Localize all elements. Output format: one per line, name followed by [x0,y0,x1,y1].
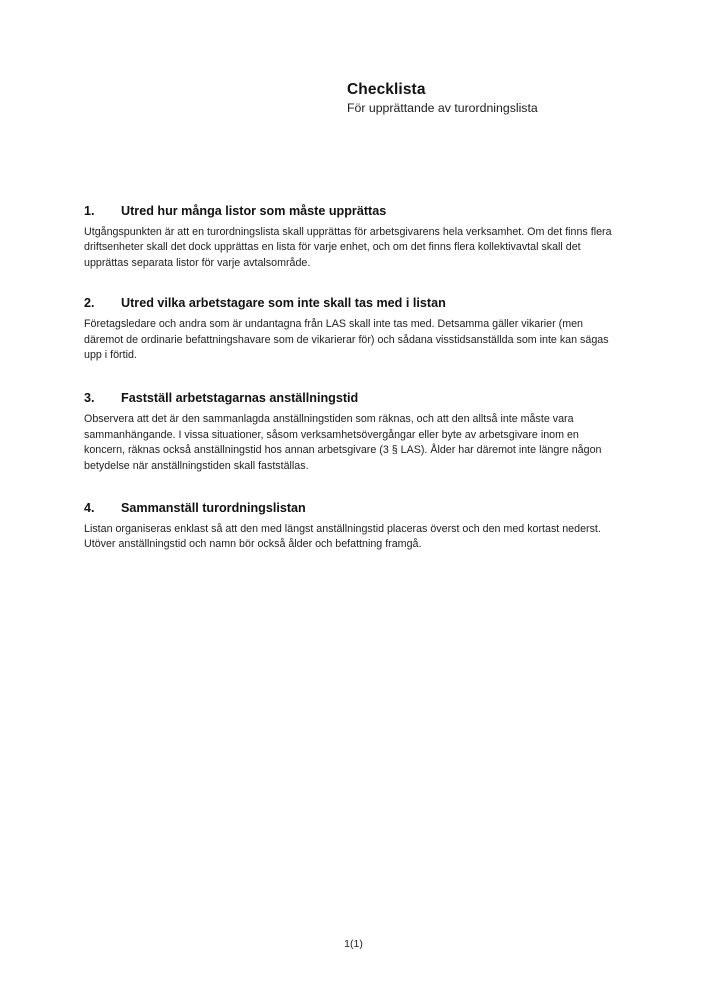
section-title: Utred hur många listor som måste upprättas [121,204,387,218]
section-paragraph: Utgångspunkten är att en turordningslista skall upprättas för arbetsgivarens hela verksamhet. Om det finns flera driftsenheter skall det dock upprättas en lista för varje enhet, och om det finns flera kollektivavtal skall det upprättas separata listor för varje avtalsområde. [84,226,612,269]
page-number: 1(1) [344,938,363,950]
checklist-section [84,390,624,474]
section-number: 3. [84,391,95,406]
page-footer [0,938,707,950]
document-header [347,80,647,117]
checklist-section [84,295,624,363]
section-heading [84,203,624,220]
section-paragraph: Observera att det är den sammanlagda anställningstiden som räknas, och att den alltså inte måste vara sammanhängande. I vissa situationer, såsom verksamhetsövergångar eller byte av arbetsgivare inom en koncern, räknas också anställningstid hos annan arbetsgivare (3 § LAS). Ålder har däremot inte längre någon betydelse när anställningstiden skall fastställas. [84,413,602,472]
section-number: 4. [84,501,95,516]
section-paragraph: Listan organiseras enklast så att den med längst anställningstid placeras överst och den med kortast nederst. Utöver anställningstid och namn bör också ålder och befattning framgå. [84,523,601,551]
section-title: Fastställ arbetstagarnas anställningstid [121,391,359,406]
document-subtitle: För upprättande av turordningslista [347,101,538,116]
section-heading [84,295,624,312]
section-title: Utred vilka arbetstagare som inte skall tas med i listan [121,296,446,311]
section-heading [84,500,624,517]
checklist-section [84,203,624,271]
document-body [84,203,624,553]
section-heading [84,390,624,407]
section-paragraph: Företagsledare och andra som är undantagna från LAS skall inte tas med. Detsamma gäller vikarier (men däremot de ordinarie befattningshavare som de vikarierar för) och sådana visstidsanställda som inte kan sägas upp i förtid. [84,318,609,362]
section-title: Sammanställ turordningslistan [121,501,306,516]
section-number: 2. [84,296,95,311]
document-title: Checklista [347,81,426,98]
checklist-section [84,500,624,553]
section-number: 1. [84,204,95,218]
